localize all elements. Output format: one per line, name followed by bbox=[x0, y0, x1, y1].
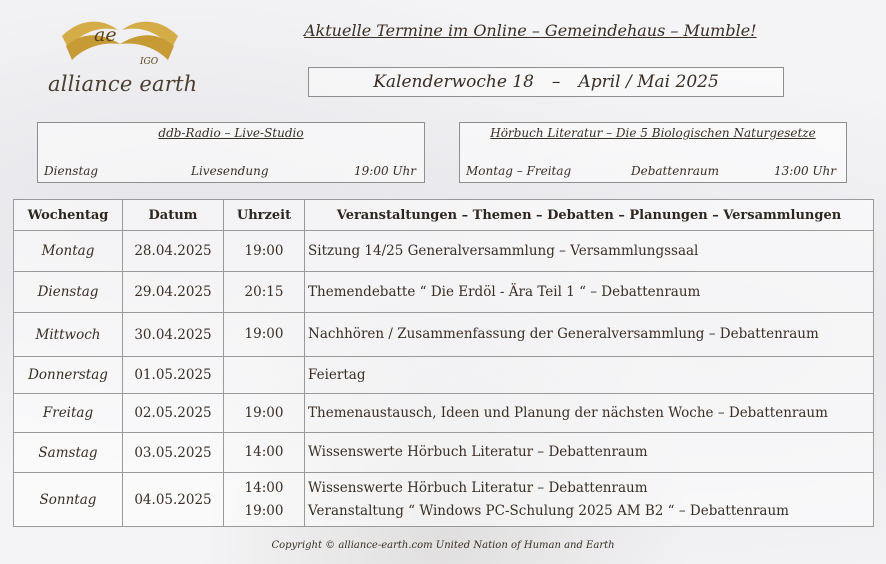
cell-day: Samstag bbox=[14, 433, 123, 473]
info-box-title: Hörbuch Literatur – Die 5 Biologischen Naturgesetze bbox=[490, 126, 816, 140]
cell-event: Feiertag bbox=[305, 357, 874, 394]
week-label: Kalenderwoche 18 bbox=[373, 72, 534, 92]
cell-date: 03.05.2025 bbox=[123, 433, 224, 473]
alliance-earth-logo bbox=[58, 14, 182, 70]
cell-event: Nachhören / Zusammenfassung der Generalversammlung – Debattenraum bbox=[305, 313, 874, 357]
cell-date: 29.04.2025 bbox=[123, 272, 224, 313]
cell-time: 20:15 bbox=[224, 272, 305, 313]
info-box-radio bbox=[37, 122, 425, 183]
cell-day: Freitag bbox=[14, 394, 123, 433]
info-box-day: Montag – Freitag bbox=[466, 164, 572, 178]
table-row bbox=[14, 357, 874, 394]
table-row bbox=[14, 394, 874, 433]
brand-name: alliance earth bbox=[48, 72, 198, 96]
event-line: Veranstaltung “ Windows PC-Schulung 2025 AM B2 “ – Debattenraum bbox=[308, 502, 789, 519]
info-box-day: Dienstag bbox=[44, 164, 99, 178]
info-box-audiobook bbox=[459, 122, 847, 183]
cell-date: 01.05.2025 bbox=[123, 357, 224, 394]
cell-event: Themendebatte “ Die Erdöl - Ära Teil 1 “ – Debattenraum bbox=[305, 272, 874, 313]
cell-date: 28.04.2025 bbox=[123, 231, 224, 272]
info-box-title: ddb-Radio – Live-Studio bbox=[158, 126, 304, 140]
header-date: Datum bbox=[123, 200, 224, 231]
cell-date: 04.05.2025 bbox=[123, 473, 224, 527]
time-line: 19:00 bbox=[244, 502, 284, 519]
cell-time: 19:00 bbox=[224, 394, 305, 433]
cell-day: Donnerstag bbox=[14, 357, 123, 394]
table-row bbox=[14, 473, 874, 527]
table-row bbox=[14, 272, 874, 313]
table-row bbox=[14, 231, 874, 272]
logo-badge: IGO bbox=[140, 57, 159, 67]
table-header-row bbox=[14, 200, 874, 231]
logo-letters: ae bbox=[94, 24, 117, 46]
cell-day: Dienstag bbox=[14, 272, 123, 313]
table-row bbox=[14, 433, 874, 473]
month-label: April / Mai 2025 bbox=[578, 72, 719, 92]
cell-day: Sonntag bbox=[14, 473, 123, 527]
cell-event: Wissenswerte Hörbuch Literatur – Debattenraum bbox=[305, 433, 874, 473]
cell-date: 02.05.2025 bbox=[123, 394, 224, 433]
cell-day: Mittwoch bbox=[14, 313, 123, 357]
cell-event: Sitzung 14/25 Generalversammlung – Versammlungssaal bbox=[305, 231, 874, 272]
week-separator: – bbox=[551, 72, 561, 92]
cell-time: 19:00 bbox=[224, 313, 305, 357]
header-events: Veranstaltungen – Themen – Debatten – Planungen – Versammlungen bbox=[305, 200, 874, 231]
info-box-time: 19:00 Uhr bbox=[354, 164, 416, 178]
info-box-time: 13:00 Uhr bbox=[774, 164, 836, 178]
cell-day: Montag bbox=[14, 231, 123, 272]
event-line: Wissenswerte Hörbuch Literatur – Debattenraum bbox=[308, 479, 648, 496]
page-headline: Aktuelle Termine im Online – Gemeindehaus – Mumble! bbox=[304, 21, 757, 40]
cell-date: 30.04.2025 bbox=[123, 313, 224, 357]
info-box-event: Livesendung bbox=[191, 164, 269, 178]
time-line: 14:00 bbox=[244, 479, 284, 496]
copyright-footer: Copyright © alliance-earth.com United Nation of Human and Earth bbox=[271, 540, 615, 551]
schedule-table bbox=[13, 199, 874, 527]
cell-time: 14:00 bbox=[224, 433, 305, 473]
header-weekday: Wochentag bbox=[14, 200, 123, 231]
cell-time bbox=[224, 473, 305, 527]
header-time: Uhrzeit bbox=[224, 200, 305, 231]
cell-event bbox=[305, 473, 874, 527]
cell-time bbox=[224, 357, 305, 394]
cell-event: Themenaustausch, Ideen und Planung der nächsten Woche – Debattenraum bbox=[305, 394, 874, 433]
cell-time: 19:00 bbox=[224, 231, 305, 272]
week-box bbox=[308, 67, 784, 97]
table-row bbox=[14, 313, 874, 357]
info-box-event: Debattenraum bbox=[631, 164, 720, 178]
